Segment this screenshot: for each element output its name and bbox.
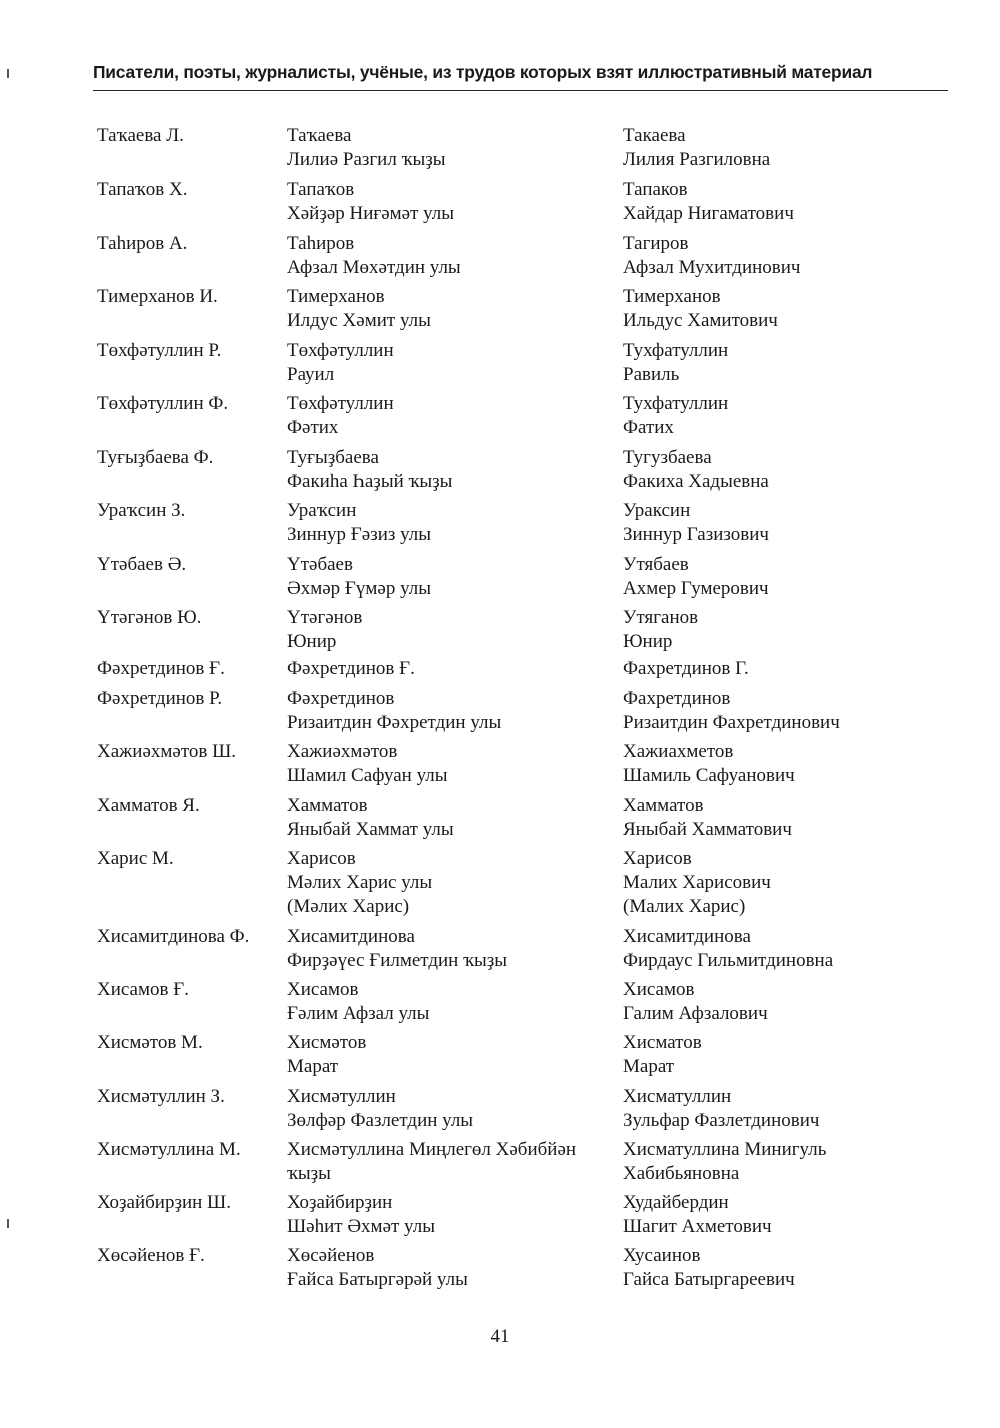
russian-full-name — [623, 794, 927, 842]
russian-name-line: Тухфатуллин — [623, 393, 729, 414]
russian-name-line: Шагит Ахметович — [623, 1216, 772, 1237]
russian-name-line: Харисов — [623, 848, 692, 869]
table-row — [97, 232, 927, 280]
table-row — [97, 687, 927, 735]
russian-full-name — [623, 687, 927, 735]
russian-full-name — [623, 232, 927, 280]
russian-name-line: Тагиров — [623, 233, 689, 254]
bashkir-full-name — [287, 1191, 623, 1239]
russian-name-line: Лилия Разгиловна — [623, 149, 771, 170]
russian-name-line: Галим Афзалович — [623, 1003, 768, 1024]
bashkir-full-name — [287, 232, 623, 280]
table-row — [97, 925, 927, 973]
bashkir-name-line: Хәйҙәр Ниғәмәт улы — [287, 203, 455, 224]
bashkir-full-name — [287, 124, 623, 172]
bashkir-name-line: Лилиә Разгил ҡыҙы — [287, 149, 446, 170]
bashkir-name-line: Ураҡсин — [287, 500, 357, 521]
table-row — [97, 499, 927, 547]
russian-full-name — [623, 847, 927, 919]
table-row — [97, 124, 927, 172]
bashkir-name-line: Ризаитдин Фәхретдин улы — [287, 712, 502, 733]
russian-name-line: Ильдус Хамитович — [623, 310, 778, 331]
short-name: Хисмәтов М. — [97, 1032, 203, 1053]
bashkir-name-line: Хөсәйенов — [287, 1245, 375, 1266]
russian-name-line: (Малих Харис) — [623, 896, 746, 917]
bashkir-name-line: Таҡаева — [287, 125, 352, 146]
bashkir-name-line: Зөлфәр Фазлетдин улы — [287, 1110, 474, 1131]
page-number: 41 — [490, 1326, 510, 1347]
bashkir-name-line: Ғайса Батыргәрәй улы — [287, 1269, 468, 1290]
short-name: Тимерханов И. — [97, 286, 218, 307]
russian-name-line: Тапаков — [623, 179, 688, 200]
bashkir-full-name — [287, 1031, 623, 1079]
short-name: Тапаҡов Х. — [97, 179, 188, 200]
russian-full-name — [623, 740, 927, 788]
margin-mark — [7, 69, 9, 78]
russian-name-line: Утяганов — [623, 607, 699, 628]
bashkir-name-line: Фәхретдинов Ғ. — [287, 658, 415, 679]
russian-name-line: Тимерханов — [623, 286, 721, 307]
short-name: Хажиәхмәтов Ш. — [97, 741, 237, 762]
russian-name-line: Зульфар Фазлетдинович — [623, 1110, 820, 1131]
short-name: Таҡаева Л. — [97, 125, 184, 146]
page-header: Писатели, поэты, журналисты, учёные, из трудов которых взят иллюстративный материал — [93, 62, 948, 91]
bashkir-name-line: Хажиәхмәтов — [287, 741, 398, 762]
bashkir-name-line: Ғәлим Афзал улы — [287, 1003, 430, 1024]
russian-full-name — [623, 1191, 927, 1239]
russian-full-name — [623, 553, 927, 601]
short-name: Төхфәтуллин Р. — [97, 340, 222, 361]
bashkir-full-name — [287, 1244, 623, 1292]
bashkir-name-line: Тимерханов — [287, 286, 385, 307]
short-name: Хөсәйенов Ғ. — [97, 1245, 205, 1266]
bashkir-full-name — [287, 978, 623, 1026]
short-name: Фәхретдинов Ғ. — [97, 658, 225, 679]
bashkir-name-line: Әхмәр Ғүмәр улы — [287, 578, 432, 599]
russian-name-line: Ахмер Гумерович — [623, 578, 769, 599]
russian-full-name — [623, 392, 927, 440]
table-row — [97, 740, 927, 788]
bashkir-name-line: Хисамитдинова — [287, 926, 415, 947]
russian-full-name — [623, 978, 927, 1026]
russian-name-line: Зиннур Газизович — [623, 524, 769, 545]
table-row — [97, 1031, 927, 1079]
bashkir-full-name — [287, 687, 623, 735]
russian-full-name — [623, 178, 927, 226]
short-name: Хисмәтуллина М. — [97, 1139, 241, 1160]
bashkir-full-name — [287, 740, 623, 788]
table-row — [97, 847, 927, 919]
russian-name-line: Афзал Мухитдинович — [623, 257, 801, 278]
table-row — [97, 178, 927, 226]
russian-name-line: Гайса Батыргареевич — [623, 1269, 795, 1290]
table-row — [97, 978, 927, 1026]
russian-name-line: Равиль — [623, 364, 680, 385]
bashkir-name-line: Хисмәтуллина Миңлегөл Хәбибйән — [287, 1139, 577, 1160]
bashkir-full-name — [287, 178, 623, 226]
bashkir-name-line: Факиһа Һаҙый ҡыҙы — [287, 471, 453, 492]
bashkir-full-name — [287, 553, 623, 601]
table-row — [97, 657, 927, 681]
bashkir-name-line: Хоҙайбирҙин — [287, 1192, 393, 1213]
russian-name-line: Тухфатуллин — [623, 340, 729, 361]
bashkir-name-line: Мәлих Харис улы — [287, 872, 433, 893]
russian-name-line: Ураксин — [623, 500, 691, 521]
russian-full-name — [623, 657, 927, 681]
russian-name-line: Фахретдинов Г. — [623, 658, 749, 679]
russian-name-line: Хисматуллина Минигуль — [623, 1139, 827, 1160]
russian-name-line: Такаева — [623, 125, 686, 146]
short-name: Төхфәтуллин Ф. — [97, 393, 229, 414]
margin-mark — [7, 1219, 9, 1228]
russian-full-name — [623, 1085, 927, 1133]
russian-name-line: Утябаев — [623, 554, 689, 575]
short-name: Таһиров А. — [97, 233, 188, 254]
table-row — [97, 553, 927, 601]
bashkir-name-line: Хисамов — [287, 979, 359, 1000]
short-name: Үтәбаев Ә. — [97, 554, 187, 575]
bashkir-name-line: Илдус Хәмит улы — [287, 310, 431, 331]
short-name: Хисамитдинова Ф. — [97, 926, 250, 947]
bashkir-name-line: Туғыҙбаева — [287, 447, 379, 468]
bashkir-name-line: Шәһит Әхмәт улы — [287, 1216, 435, 1237]
russian-full-name — [623, 339, 927, 387]
bashkir-full-name — [287, 1085, 623, 1133]
bashkir-name-line: Тапаҡов — [287, 179, 355, 200]
russian-name-line: Хисамитдинова — [623, 926, 751, 947]
russian-name-line: Тугузбаева — [623, 447, 712, 468]
bashkir-full-name — [287, 499, 623, 547]
bashkir-name-line: Яныбай Хаммат улы — [287, 819, 454, 840]
russian-full-name — [623, 1244, 927, 1292]
russian-name-line: Фатих — [623, 417, 674, 438]
russian-name-line: Фирдаус Гильмитдиновна — [623, 950, 834, 971]
table-row — [97, 606, 927, 654]
bashkir-name-line: Фирҙәүес Ғилметдин ҡыҙы — [287, 950, 508, 971]
table-row — [97, 1191, 927, 1239]
russian-name-line: Хабибьяновна — [623, 1163, 740, 1184]
bashkir-name-line: Зиннур Ғәзиз улы — [287, 524, 432, 545]
russian-name-line: Хамматов — [623, 795, 704, 816]
bashkir-name-line: Рауил — [287, 364, 335, 385]
bashkir-name-line: Үтәгәнов — [287, 607, 363, 628]
russian-name-line: Юнир — [623, 631, 673, 652]
russian-name-line: Яныбай Хамматович — [623, 819, 792, 840]
bashkir-name-line: Таһиров — [287, 233, 355, 254]
bashkir-name-line: Үтәбаев — [287, 554, 353, 575]
bashkir-full-name — [287, 285, 623, 333]
short-name: Туғыҙбаева Ф. — [97, 447, 214, 468]
bashkir-name-line: Юнир — [287, 631, 337, 652]
bashkir-full-name — [287, 794, 623, 842]
bashkir-name-line: Афзал Мөхәтдин улы — [287, 257, 461, 278]
short-name: Фәхретдинов Р. — [97, 688, 223, 709]
bashkir-full-name — [287, 847, 623, 919]
table-row — [97, 794, 927, 842]
bashkir-full-name — [287, 925, 623, 973]
bashkir-name-line: Фәтих — [287, 417, 339, 438]
bashkir-name-line: ҡыҙы — [287, 1163, 331, 1184]
bashkir-name-line: Төхфәтуллин — [287, 340, 394, 361]
bashkir-full-name — [287, 606, 623, 654]
table-row — [97, 392, 927, 440]
bashkir-name-line: Хамматов — [287, 795, 368, 816]
russian-full-name — [623, 925, 927, 973]
russian-name-line: Фахретдинов — [623, 688, 731, 709]
bashkir-full-name — [287, 1138, 623, 1186]
bashkir-name-line: Хисмәтов — [287, 1032, 367, 1053]
russian-name-line: Хисматуллин — [623, 1086, 732, 1107]
table-row — [97, 1244, 927, 1292]
russian-full-name — [623, 124, 927, 172]
russian-full-name — [623, 1138, 927, 1186]
bashkir-name-line: Хисмәтуллин — [287, 1086, 396, 1107]
table-row — [97, 446, 927, 494]
russian-name-line: Худайбердин — [623, 1192, 729, 1213]
bashkir-full-name — [287, 392, 623, 440]
russian-name-line: Малих Харисович — [623, 872, 771, 893]
russian-name-line: Хисматов — [623, 1032, 702, 1053]
russian-name-line: Ризаитдин Фахретдинович — [623, 712, 840, 733]
table-row — [97, 1085, 927, 1133]
short-name: Харис М. — [97, 848, 174, 869]
table-row — [97, 339, 927, 387]
short-name: Хисамов Ғ. — [97, 979, 189, 1000]
table-row — [97, 285, 927, 333]
bashkir-name-line: Марат — [287, 1056, 339, 1077]
short-name: Хисмәтуллин З. — [97, 1086, 225, 1107]
bashkir-name-line: Шамил Сафуан улы — [287, 765, 448, 786]
bashkir-full-name — [287, 339, 623, 387]
russian-name-line: Хусаинов — [623, 1245, 701, 1266]
bashkir-name-line: Төхфәтуллин — [287, 393, 394, 414]
russian-name-line: Хисамов — [623, 979, 695, 1000]
russian-name-line: Хайдар Нигаматович — [623, 203, 794, 224]
russian-full-name — [623, 606, 927, 654]
bashkir-full-name — [287, 657, 623, 681]
bashkir-full-name — [287, 446, 623, 494]
russian-name-line: Шамиль Сафуанович — [623, 765, 795, 786]
russian-name-line: Хажиахметов — [623, 741, 734, 762]
russian-full-name — [623, 446, 927, 494]
bashkir-name-line: Харисов — [287, 848, 356, 869]
table-row — [97, 1138, 927, 1186]
russian-full-name — [623, 285, 927, 333]
russian-full-name — [623, 1031, 927, 1079]
short-name: Хамматов Я. — [97, 795, 200, 816]
russian-full-name — [623, 499, 927, 547]
russian-name-line: Марат — [623, 1056, 675, 1077]
bashkir-name-line: (Мәлих Харис) — [287, 896, 410, 917]
short-name: Ураҡсин З. — [97, 500, 186, 521]
short-name: Хоҙайбирҙин Ш. — [97, 1192, 231, 1213]
russian-name-line: Факиха Хадыевна — [623, 471, 769, 492]
short-name: Үтәгәнов Ю. — [97, 607, 202, 628]
bashkir-name-line: Фәхретдинов — [287, 688, 395, 709]
